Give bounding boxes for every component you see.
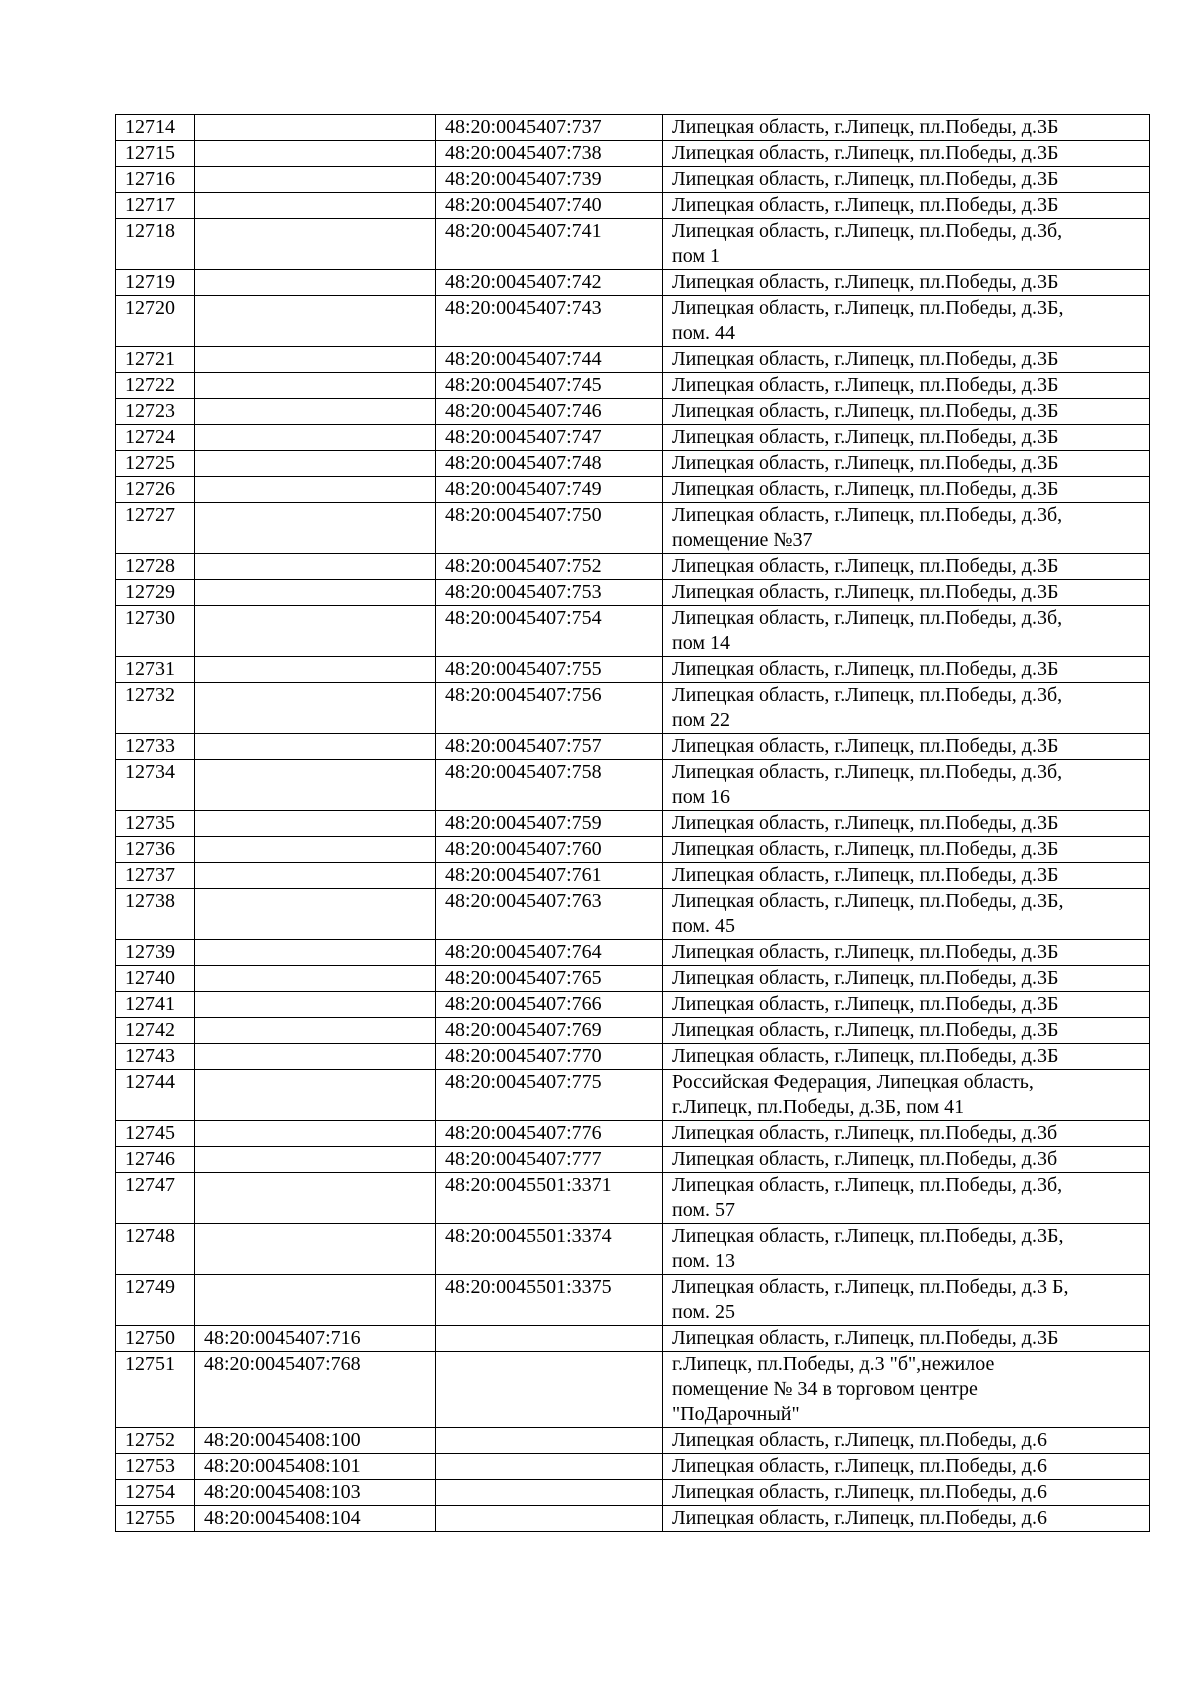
address-cell: Липецкая область, г.Липецк, пл.Победы, д.3Б — [663, 141, 1150, 167]
object-cadastral-number-cell: 48:20:0045407:746 — [436, 399, 663, 425]
object-cadastral-number-cell: 48:20:0045501:3374 — [436, 1224, 663, 1275]
row-number-cell: 12740 — [116, 966, 195, 992]
row-number-cell: 12717 — [116, 193, 195, 219]
object-cadastral-number-cell: 48:20:0045407:769 — [436, 1018, 663, 1044]
object-cadastral-number-cell — [436, 1506, 663, 1532]
object-cadastral-number-cell: 48:20:0045407:766 — [436, 992, 663, 1018]
row-number-cell: 12720 — [116, 296, 195, 347]
row-number-cell: 12751 — [116, 1352, 195, 1428]
object-cadastral-number-cell: 48:20:0045407:754 — [436, 606, 663, 657]
object-cadastral-number-cell: 48:20:0045407:740 — [436, 193, 663, 219]
address-cell: Липецкая область, г.Липецк, пл.Победы, д.3Б — [663, 580, 1150, 606]
address-cell: Липецкая область, г.Липецк, пл.Победы, д.3Б — [663, 811, 1150, 837]
table-row — [116, 683, 1150, 734]
table-row — [116, 1326, 1150, 1352]
object-cadastral-number-cell: 48:20:0045407:747 — [436, 425, 663, 451]
object-cadastral-number-cell: 48:20:0045407:765 — [436, 966, 663, 992]
land-cadastral-number-cell — [195, 580, 436, 606]
land-cadastral-number-cell — [195, 296, 436, 347]
row-number-cell: 12732 — [116, 683, 195, 734]
land-cadastral-number-cell — [195, 1070, 436, 1121]
object-cadastral-number-cell: 48:20:0045407:753 — [436, 580, 663, 606]
address-cell: Липецкая область, г.Липецк, пл.Победы, д.3Б — [663, 1018, 1150, 1044]
object-cadastral-number-cell: 48:20:0045407:745 — [436, 373, 663, 399]
land-cadastral-number-cell — [195, 1018, 436, 1044]
address-cell: Липецкая область, г.Липецк, пл.Победы, д.3Б — [663, 193, 1150, 219]
land-cadastral-number-cell — [195, 373, 436, 399]
land-cadastral-number-cell — [195, 503, 436, 554]
object-cadastral-number-cell: 48:20:0045407:741 — [436, 219, 663, 270]
land-cadastral-number-cell — [195, 219, 436, 270]
object-cadastral-number-cell: 48:20:0045407:758 — [436, 760, 663, 811]
table-row — [116, 837, 1150, 863]
address-cell: Липецкая область, г.Липецк, пл.Победы, д.3Б — [663, 863, 1150, 889]
address-cell: Липецкая область, г.Липецк, пл.Победы, д.3Б — [663, 477, 1150, 503]
row-number-cell: 12738 — [116, 889, 195, 940]
table-row — [116, 219, 1150, 270]
object-cadastral-number-cell: 48:20:0045407:775 — [436, 1070, 663, 1121]
land-cadastral-number-cell — [195, 966, 436, 992]
address-cell: Липецкая область, г.Липецк, пл.Победы, д.3Б — [663, 115, 1150, 141]
row-number-cell: 12743 — [116, 1044, 195, 1070]
table-row — [116, 167, 1150, 193]
address-cell: Липецкая область, г.Липецк, пл.Победы, д.3б, пом 1 — [663, 219, 1150, 270]
row-number-cell: 12739 — [116, 940, 195, 966]
row-number-cell: 12729 — [116, 580, 195, 606]
row-number-cell: 12718 — [116, 219, 195, 270]
land-cadastral-number-cell: 48:20:0045407:768 — [195, 1352, 436, 1428]
table-row — [116, 889, 1150, 940]
object-cadastral-number-cell: 48:20:0045407:777 — [436, 1147, 663, 1173]
table-row — [116, 1480, 1150, 1506]
address-cell: Липецкая область, г.Липецк, пл.Победы, д.3Б, пом. 13 — [663, 1224, 1150, 1275]
row-number-cell: 12746 — [116, 1147, 195, 1173]
land-cadastral-number-cell — [195, 734, 436, 760]
address-cell: Липецкая область, г.Липецк, пл.Победы, д.3Б — [663, 837, 1150, 863]
row-number-cell: 12744 — [116, 1070, 195, 1121]
address-cell: Липецкая область, г.Липецк, пл.Победы, д.3б, пом 22 — [663, 683, 1150, 734]
object-cadastral-number-cell — [436, 1454, 663, 1480]
address-cell: Липецкая область, г.Липецк, пл.Победы, д.6 — [663, 1454, 1150, 1480]
address-cell: Липецкая область, г.Липецк, пл.Победы, д.6 — [663, 1506, 1150, 1532]
table-row — [116, 477, 1150, 503]
address-cell: г.Липецк, пл.Победы, д.3 "б",нежилое помещение № 34 в торговом центре "ПоДарочный" — [663, 1352, 1150, 1428]
land-cadastral-number-cell — [195, 1173, 436, 1224]
object-cadastral-number-cell — [436, 1352, 663, 1428]
land-cadastral-number-cell — [195, 1147, 436, 1173]
land-cadastral-number-cell — [195, 683, 436, 734]
object-cadastral-number-cell: 48:20:0045407:764 — [436, 940, 663, 966]
land-cadastral-number-cell — [195, 425, 436, 451]
land-cadastral-number-cell — [195, 141, 436, 167]
table-row — [116, 992, 1150, 1018]
object-cadastral-number-cell: 48:20:0045407:742 — [436, 270, 663, 296]
table-row — [116, 451, 1150, 477]
table-row — [116, 1506, 1150, 1532]
land-cadastral-number-cell — [195, 1224, 436, 1275]
address-cell: Липецкая область, г.Липецк, пл.Победы, д.3Б — [663, 167, 1150, 193]
object-cadastral-number-cell: 48:20:0045407:757 — [436, 734, 663, 760]
table-row — [116, 1352, 1150, 1428]
object-cadastral-number-cell: 48:20:0045407:752 — [436, 554, 663, 580]
table-row — [116, 373, 1150, 399]
table-row — [116, 1070, 1150, 1121]
land-cadastral-number-cell — [195, 270, 436, 296]
row-number-cell: 12754 — [116, 1480, 195, 1506]
object-cadastral-number-cell: 48:20:0045501:3375 — [436, 1275, 663, 1326]
land-cadastral-number-cell — [195, 451, 436, 477]
row-number-cell: 12728 — [116, 554, 195, 580]
object-cadastral-number-cell: 48:20:0045407:744 — [436, 347, 663, 373]
object-cadastral-number-cell: 48:20:0045407:770 — [436, 1044, 663, 1070]
table-row — [116, 1147, 1150, 1173]
land-cadastral-number-cell — [195, 399, 436, 425]
object-cadastral-number-cell: 48:20:0045407:737 — [436, 115, 663, 141]
land-cadastral-number-cell: 48:20:0045408:104 — [195, 1506, 436, 1532]
address-cell: Липецкая область, г.Липецк, пл.Победы, д.3Б — [663, 1326, 1150, 1352]
row-number-cell: 12724 — [116, 425, 195, 451]
row-number-cell: 12723 — [116, 399, 195, 425]
object-cadastral-number-cell: 48:20:0045407:748 — [436, 451, 663, 477]
row-number-cell: 12742 — [116, 1018, 195, 1044]
object-cadastral-number-cell: 48:20:0045407:750 — [436, 503, 663, 554]
table-row — [116, 966, 1150, 992]
land-cadastral-number-cell — [195, 477, 436, 503]
row-number-cell: 12731 — [116, 657, 195, 683]
row-number-cell: 12719 — [116, 270, 195, 296]
address-cell: Липецкая область, г.Липецк, пл.Победы, д.3б — [663, 1121, 1150, 1147]
row-number-cell: 12734 — [116, 760, 195, 811]
land-cadastral-number-cell — [195, 863, 436, 889]
address-cell: Липецкая область, г.Липецк, пл.Победы, д.3б — [663, 1147, 1150, 1173]
table-row — [116, 141, 1150, 167]
row-number-cell: 12747 — [116, 1173, 195, 1224]
object-cadastral-number-cell: 48:20:0045407:761 — [436, 863, 663, 889]
land-cadastral-number-cell — [195, 1121, 436, 1147]
object-cadastral-number-cell: 48:20:0045407:759 — [436, 811, 663, 837]
row-number-cell: 12715 — [116, 141, 195, 167]
table-row — [116, 296, 1150, 347]
object-cadastral-number-cell: 48:20:0045407:760 — [436, 837, 663, 863]
address-cell: Российская Федерация, Липецкая область, г.Липецк, пл.Победы, д.3Б, пом 41 — [663, 1070, 1150, 1121]
land-cadastral-number-cell — [195, 657, 436, 683]
object-cadastral-number-cell: 48:20:0045407:739 — [436, 167, 663, 193]
row-number-cell: 12753 — [116, 1454, 195, 1480]
address-cell: Липецкая область, г.Липецк, пл.Победы, д.6 — [663, 1428, 1150, 1454]
address-cell: Липецкая область, г.Липецк, пл.Победы, д.3Б, пом. 44 — [663, 296, 1150, 347]
land-cadastral-number-cell: 48:20:0045408:100 — [195, 1428, 436, 1454]
land-cadastral-number-cell: 48:20:0045408:103 — [195, 1480, 436, 1506]
table-row — [116, 811, 1150, 837]
land-cadastral-number-cell: 48:20:0045408:101 — [195, 1454, 436, 1480]
table-row — [116, 1121, 1150, 1147]
registry-body — [116, 115, 1150, 1532]
land-cadastral-number-cell — [195, 193, 436, 219]
land-cadastral-number-cell — [195, 115, 436, 141]
row-number-cell: 12735 — [116, 811, 195, 837]
land-cadastral-number-cell — [195, 992, 436, 1018]
address-cell: Липецкая область, г.Липецк, пл.Победы, д.3Б — [663, 657, 1150, 683]
row-number-cell: 12749 — [116, 1275, 195, 1326]
object-cadastral-number-cell: 48:20:0045407:738 — [436, 141, 663, 167]
row-number-cell: 12748 — [116, 1224, 195, 1275]
table-row — [116, 115, 1150, 141]
land-cadastral-number-cell — [195, 1275, 436, 1326]
object-cadastral-number-cell: 48:20:0045407:756 — [436, 683, 663, 734]
table-row — [116, 734, 1150, 760]
row-number-cell: 12716 — [116, 167, 195, 193]
row-number-cell: 12745 — [116, 1121, 195, 1147]
address-cell: Липецкая область, г.Липецк, пл.Победы, д.3б, пом. 57 — [663, 1173, 1150, 1224]
row-number-cell: 12736 — [116, 837, 195, 863]
object-cadastral-number-cell: 48:20:0045501:3371 — [436, 1173, 663, 1224]
row-number-cell: 12725 — [116, 451, 195, 477]
table-row — [116, 503, 1150, 554]
address-cell: Липецкая область, г.Липецк, пл.Победы, д.3Б — [663, 425, 1150, 451]
row-number-cell: 12714 — [116, 115, 195, 141]
table-row — [116, 1454, 1150, 1480]
row-number-cell: 12721 — [116, 347, 195, 373]
address-cell: Липецкая область, г.Липецк, пл.Победы, д.3Б — [663, 940, 1150, 966]
table-row — [116, 554, 1150, 580]
land-cadastral-number-cell — [195, 167, 436, 193]
address-cell: Липецкая область, г.Липецк, пл.Победы, д.3б, пом 16 — [663, 760, 1150, 811]
address-cell: Липецкая область, г.Липецк, пл.Победы, д.3Б — [663, 347, 1150, 373]
property-registry-table — [115, 114, 1150, 1532]
row-number-cell: 12733 — [116, 734, 195, 760]
land-cadastral-number-cell — [195, 347, 436, 373]
address-cell: Липецкая область, г.Липецк, пл.Победы, д.3б, помещение №37 — [663, 503, 1150, 554]
table-row — [116, 1275, 1150, 1326]
table-row — [116, 347, 1150, 373]
object-cadastral-number-cell: 48:20:0045407:749 — [436, 477, 663, 503]
object-cadastral-number-cell: 48:20:0045407:763 — [436, 889, 663, 940]
address-cell: Липецкая область, г.Липецк, пл.Победы, д.6 — [663, 1480, 1150, 1506]
address-cell: Липецкая область, г.Липецк, пл.Победы, д.3Б — [663, 992, 1150, 1018]
land-cadastral-number-cell: 48:20:0045407:716 — [195, 1326, 436, 1352]
land-cadastral-number-cell — [195, 940, 436, 966]
table-row — [116, 1173, 1150, 1224]
address-cell: Липецкая область, г.Липецк, пл.Победы, д.3 Б, пом. 25 — [663, 1275, 1150, 1326]
land-cadastral-number-cell — [195, 760, 436, 811]
table-row — [116, 657, 1150, 683]
row-number-cell: 12741 — [116, 992, 195, 1018]
row-number-cell: 12730 — [116, 606, 195, 657]
address-cell: Липецкая область, г.Липецк, пл.Победы, д.3Б — [663, 373, 1150, 399]
object-cadastral-number-cell — [436, 1428, 663, 1454]
table-row — [116, 863, 1150, 889]
row-number-cell: 12726 — [116, 477, 195, 503]
table-row — [116, 1224, 1150, 1275]
address-cell: Липецкая область, г.Липецк, пл.Победы, д.3Б, пом. 45 — [663, 889, 1150, 940]
address-cell: Липецкая область, г.Липецк, пл.Победы, д.3Б — [663, 270, 1150, 296]
land-cadastral-number-cell — [195, 889, 436, 940]
address-cell: Липецкая область, г.Липецк, пл.Победы, д.3Б — [663, 451, 1150, 477]
object-cadastral-number-cell: 48:20:0045407:743 — [436, 296, 663, 347]
table-row — [116, 1018, 1150, 1044]
object-cadastral-number-cell: 48:20:0045407:755 — [436, 657, 663, 683]
land-cadastral-number-cell — [195, 811, 436, 837]
table-row — [116, 940, 1150, 966]
land-cadastral-number-cell — [195, 606, 436, 657]
table-row — [116, 425, 1150, 451]
address-cell: Липецкая область, г.Липецк, пл.Победы, д.3Б — [663, 1044, 1150, 1070]
object-cadastral-number-cell — [436, 1480, 663, 1506]
table-row — [116, 193, 1150, 219]
address-cell: Липецкая область, г.Липецк, пл.Победы, д.3Б — [663, 734, 1150, 760]
row-number-cell: 12752 — [116, 1428, 195, 1454]
row-number-cell: 12737 — [116, 863, 195, 889]
table-row — [116, 1044, 1150, 1070]
table-row — [116, 399, 1150, 425]
address-cell: Липецкая область, г.Липецк, пл.Победы, д.3Б — [663, 399, 1150, 425]
row-number-cell: 12750 — [116, 1326, 195, 1352]
land-cadastral-number-cell — [195, 837, 436, 863]
address-cell: Липецкая область, г.Липецк, пл.Победы, д.3Б — [663, 554, 1150, 580]
address-cell: Липецкая область, г.Липецк, пл.Победы, д.3Б — [663, 966, 1150, 992]
object-cadastral-number-cell — [436, 1326, 663, 1352]
land-cadastral-number-cell — [195, 554, 436, 580]
table-row — [116, 580, 1150, 606]
object-cadastral-number-cell: 48:20:0045407:776 — [436, 1121, 663, 1147]
address-cell: Липецкая область, г.Липецк, пл.Победы, д.3б, пом 14 — [663, 606, 1150, 657]
row-number-cell: 12755 — [116, 1506, 195, 1532]
row-number-cell: 12727 — [116, 503, 195, 554]
table-row — [116, 1428, 1150, 1454]
table-row — [116, 606, 1150, 657]
table-row — [116, 270, 1150, 296]
table-row — [116, 760, 1150, 811]
land-cadastral-number-cell — [195, 1044, 436, 1070]
row-number-cell: 12722 — [116, 373, 195, 399]
